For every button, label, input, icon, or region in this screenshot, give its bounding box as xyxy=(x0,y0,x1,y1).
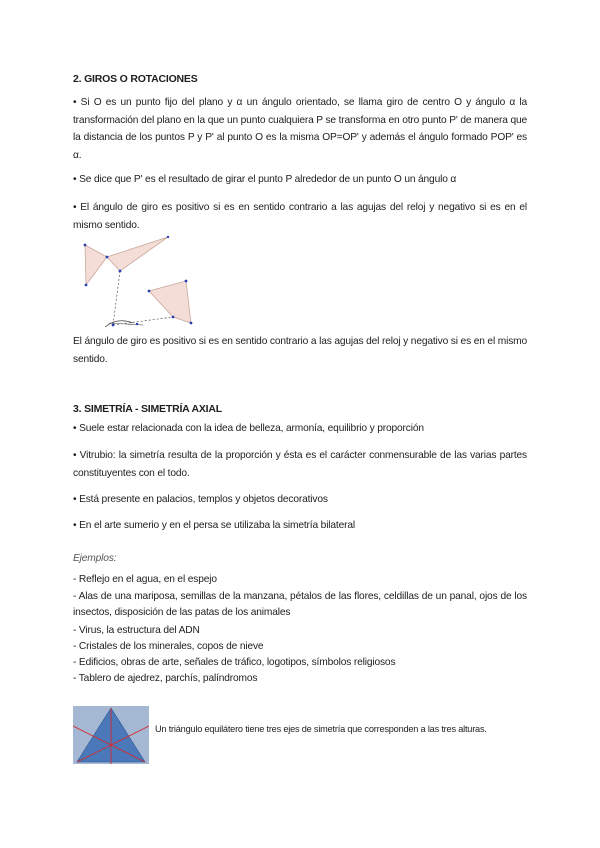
original-shape xyxy=(85,245,107,285)
point-marker xyxy=(185,280,188,283)
radius-line xyxy=(113,271,120,325)
section-heading-giros: 2. GIROS O ROTACIONES xyxy=(73,73,198,85)
point-marker xyxy=(106,256,109,259)
example-item: - Reflejo en el agua, en el espejo xyxy=(73,574,217,585)
bullet-palacios: • Está presente en palacios, templos y objetos decorativos xyxy=(73,494,328,505)
paragraph-giro-definition: • Si O es un punto fijo del plano y α un ángulo orientado, se llama giro de centro O y ángulo α la transformación del plano en la que un punto cualquiera P se transforma en otro punto P' de manera que la distancia de los puntos P y P' al punto O es la misma OP=OP' y además el ángulo formado POP' es α. xyxy=(73,97,527,161)
triangle-symmetry-image xyxy=(73,706,149,764)
rotation-diagram xyxy=(73,233,205,331)
point-marker xyxy=(148,290,151,293)
original-shape-part xyxy=(107,237,168,271)
point-marker xyxy=(172,316,175,319)
point-marker xyxy=(190,322,193,325)
example-item: - Virus, la estructura del ADN xyxy=(73,625,200,636)
example-item: - Cristales de los minerales, copos de nieve xyxy=(73,641,264,652)
bullet-vitrubio: • Vitrubio: la simetría resulta de la proporción y ésta es el carácter conmensurable de las varias partes constituyentes con el todo. xyxy=(73,450,527,479)
point-marker xyxy=(85,284,88,287)
examples-title: Ejemplos: xyxy=(73,553,117,564)
section-heading-simetria: 3. SIMETRÍA - SIMETRÍA AXIAL xyxy=(73,403,222,415)
bullet-arte-sumerio: • En el arte sumerio y en el persa se utilizaba la simetría bilateral xyxy=(73,520,355,531)
paragraph-giro-sign-repeat: El ángulo de giro es positivo si es en sentido contrario a las agujas del reloj y negativo si es en el mismo sentido. xyxy=(73,336,527,365)
center-point xyxy=(112,324,115,327)
point-marker xyxy=(84,244,87,247)
point-marker xyxy=(136,323,138,325)
example-item: - Tablero de ajedrez, parchís, palíndromos xyxy=(73,673,258,684)
example-item: - Edificios, obras de arte, señales de tráfico, logotipos, símbolos religiosos xyxy=(73,657,396,668)
triangle-caption: Un triángulo equilátero tiene tres ejes de simetría que corresponden a las tres alturas. xyxy=(155,724,487,734)
example-item: - Alas de una mariposa, semillas de la manzana, pétalos de las flores, celdillas de un panal, ojos de los insectos, disposición de las patas de los animales xyxy=(73,591,527,618)
rotated-shape xyxy=(149,281,191,323)
bullet-belleza: • Suele estar relacionada con la idea de belleza, armonía, equilibrio y proporción xyxy=(73,423,424,434)
point-marker xyxy=(119,270,122,273)
paragraph-giro-result: • Se dice que P' es el resultado de girar el punto P alrededor de un punto O un ángulo α xyxy=(73,174,457,185)
paragraph-giro-sign: • El ángulo de giro es positivo si es en sentido contrario a las agujas del reloj y negativo si es en el mismo sentido. xyxy=(73,202,527,231)
point-marker xyxy=(167,236,169,238)
